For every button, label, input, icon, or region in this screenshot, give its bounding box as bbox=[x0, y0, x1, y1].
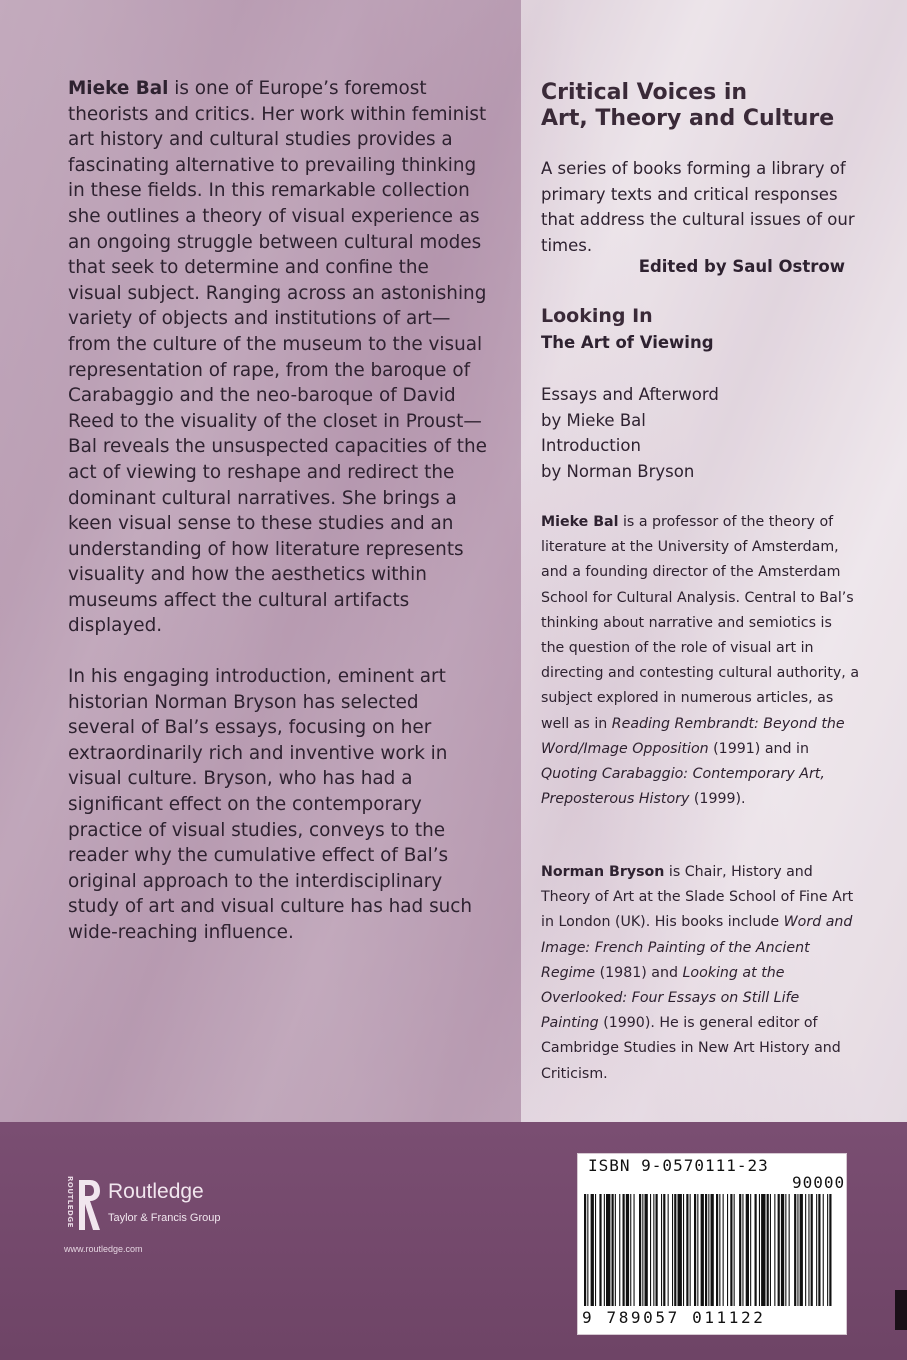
barcode-bar bbox=[823, 1194, 824, 1306]
barcode-bar bbox=[734, 1194, 735, 1306]
routledge-r-icon bbox=[76, 1176, 102, 1234]
blurb-paragraph-1 bbox=[68, 76, 488, 639]
barcode-bar bbox=[661, 1194, 662, 1306]
barcode-bar bbox=[686, 1194, 688, 1306]
barcode-bar bbox=[761, 1194, 765, 1306]
barcode-bar bbox=[785, 1194, 786, 1306]
barcode-bar bbox=[711, 1194, 714, 1306]
barcode-bar bbox=[716, 1194, 718, 1306]
credit-line: Essays and Afterword bbox=[541, 385, 719, 404]
credit-line: Introduction bbox=[541, 436, 641, 455]
barcode-bars-icon bbox=[584, 1194, 840, 1306]
book-title: Looking In bbox=[541, 305, 653, 327]
series-title-line-1: Critical Voices in bbox=[541, 80, 748, 105]
barcode-bar bbox=[653, 1194, 654, 1306]
barcode-bar bbox=[767, 1194, 769, 1306]
book-credits bbox=[541, 382, 719, 484]
barcode-bar bbox=[587, 1194, 588, 1306]
bio-book-title: Looking at the Overlooked: Four Essays on Still Life Painting bbox=[541, 964, 800, 1032]
blurb-text-1: is one of Europe’s foremost theorists and critics. Her work within feminist art history and cultural studies provides a fascinating alternative to prevailing thinking in these fields. In this remarkable collection she outlines a theory of visual experience as an ongoing struggle between cultural modes that seek to determine and confine the visual subject. Ranging across an astonishing variety of objects and institutions of art—from the culture of the museum to the visual representation of rape, from the baroque of Carabaggio and the neo-baroque of David Reed to the visuality of the closet in Proust—Bal reveals the unsuspected capacities of the act of viewing to reshape and redirect the dominant cultural narratives. She brings a keen visual sense to these studies and an understanding of how literature represents visuality and how the aesthetics within museums affect the cultural artifacts displayed. bbox=[68, 78, 487, 637]
barcode-bar bbox=[690, 1194, 691, 1306]
credit-line: by Mieke Bal bbox=[541, 410, 646, 430]
bio-name: Mieke Bal bbox=[541, 514, 619, 530]
barcode-bar bbox=[674, 1194, 676, 1306]
barcode-bar bbox=[811, 1194, 813, 1306]
bio-text: is Chair, History and Theory of Art at the Slade School of Fine Art in London (UK). His books include bbox=[541, 864, 854, 931]
barcode-bar bbox=[818, 1194, 820, 1306]
barcode-bar bbox=[672, 1194, 673, 1306]
barcode-bar bbox=[634, 1194, 635, 1306]
barcode-bar bbox=[759, 1194, 760, 1306]
barcode-bar bbox=[705, 1194, 707, 1306]
barcode-bar bbox=[816, 1194, 817, 1306]
author-bio-bal bbox=[541, 510, 859, 812]
barcode-bar bbox=[805, 1194, 806, 1306]
bio-text: (1991) and in bbox=[708, 740, 809, 757]
barcode-bar bbox=[623, 1194, 625, 1306]
barcode-bar bbox=[742, 1194, 743, 1306]
barcode-bar bbox=[642, 1194, 643, 1306]
barcode-bar bbox=[750, 1194, 751, 1306]
series-title-line-2: Art, Theory and Culture bbox=[541, 106, 835, 131]
barcode-bar bbox=[719, 1194, 720, 1306]
bio-book-title: Word and Image: French Painting of the Ancient Regime bbox=[541, 914, 853, 981]
barcode-digits: 9 789057 011122 bbox=[582, 1308, 766, 1327]
barcode-bar bbox=[694, 1194, 696, 1306]
author-bio-bryson bbox=[541, 860, 859, 1087]
barcode-bar bbox=[619, 1194, 620, 1306]
barcode-bar bbox=[663, 1194, 665, 1306]
barcode-bar bbox=[591, 1194, 594, 1306]
barcode bbox=[577, 1153, 847, 1335]
bio-text: is a professor of the theory of literature at the University of Amsterdam, and a founding director of the Amsterdam School for Cultural Analysis. Central to Bal’s thinking about narrative and semiotics is the question of the role of visual art in directing and contesting cultural authority, a subject explored in numerous articles, as well as in bbox=[541, 514, 860, 732]
bio-text: (1981) and bbox=[595, 964, 683, 981]
publisher-name: Routledge bbox=[108, 1180, 204, 1203]
book-subtitle: The Art of Viewing bbox=[541, 333, 714, 352]
barcode-bar bbox=[774, 1194, 775, 1306]
barcode-bar bbox=[599, 1194, 601, 1306]
barcode-bar bbox=[723, 1194, 724, 1306]
barcode-bar bbox=[630, 1194, 631, 1306]
barcode-bar bbox=[626, 1194, 629, 1306]
barcode-bar bbox=[781, 1194, 784, 1306]
credit-line: by Norman Bryson bbox=[541, 461, 695, 481]
isbn-number: ISBN 9-0570111-23 bbox=[588, 1156, 769, 1175]
bio-book-title: Reading Rembrandt: Beyond the Word/Image Opposition bbox=[541, 715, 845, 757]
barcode-bar bbox=[584, 1194, 586, 1306]
series-title bbox=[541, 80, 881, 132]
barcode-bar bbox=[829, 1194, 831, 1306]
barcode-bar bbox=[808, 1194, 809, 1306]
barcode-bar bbox=[794, 1194, 796, 1306]
barcode-bar bbox=[606, 1194, 610, 1306]
barcode-bar bbox=[701, 1194, 704, 1306]
barcode-bar bbox=[708, 1194, 709, 1306]
bio-text: (1990). He is general editor of Cambridge Studies in New Art History and Criticism. bbox=[541, 1015, 841, 1082]
barcode-bar bbox=[727, 1194, 728, 1306]
author-name: Mieke Bal bbox=[68, 78, 169, 99]
barcode-bar bbox=[595, 1194, 596, 1306]
barcode-bar bbox=[827, 1194, 828, 1306]
corner-mark bbox=[895, 1290, 907, 1330]
series-description: A series of books forming a library of primary texts and critical responses that address the cultural issues of our times. bbox=[541, 159, 855, 255]
bio-text: (1999). bbox=[689, 791, 746, 808]
bio-name: Norman Bryson bbox=[541, 864, 665, 880]
barcode-bar bbox=[612, 1194, 614, 1306]
barcode-bar bbox=[678, 1194, 682, 1306]
barcode-bar bbox=[739, 1194, 741, 1306]
bio-book-title: Quoting Carabaggio: Contemporary Art, Preposterous History bbox=[541, 766, 825, 808]
publisher-website: www.routledge.com bbox=[64, 1244, 143, 1254]
blurb-paragraph-2: In his engaging introduction, eminent art historian Norman Bryson has selected several of Bal’s essays, focusing on her extraordinarily rich and inventive work in visual culture. Bryson, who has had a significant effect on the contemporary practice of visual studies, conveys to the reader why the cumulative effect of Bal’s original approach to the interdisciplinary study of art and visual culture has had such wide-reaching influence. bbox=[68, 666, 473, 943]
barcode-bar bbox=[797, 1194, 798, 1306]
barcode-bar bbox=[683, 1194, 684, 1306]
barcode-bar bbox=[645, 1194, 648, 1306]
barcode-bar bbox=[697, 1194, 698, 1306]
price-addon-number: 90000 bbox=[792, 1173, 846, 1192]
publisher-group: Taylor & Francis Group bbox=[108, 1212, 221, 1224]
series-editor: Edited by Saul Ostrow bbox=[638, 257, 845, 276]
barcode-bar bbox=[668, 1194, 669, 1306]
barcode-bar bbox=[770, 1194, 771, 1306]
barcode-bar bbox=[800, 1194, 803, 1306]
barcode-bar bbox=[730, 1194, 732, 1306]
barcode-bar bbox=[639, 1194, 641, 1306]
barcode-bar bbox=[615, 1194, 616, 1306]
barcode-bar bbox=[778, 1194, 780, 1306]
barcode-bar bbox=[755, 1194, 757, 1306]
barcode-bar bbox=[656, 1194, 658, 1306]
blurb bbox=[68, 76, 488, 971]
barcode-bar bbox=[650, 1194, 651, 1306]
barcode-bar bbox=[789, 1194, 790, 1306]
barcode-bar bbox=[604, 1194, 605, 1306]
barcode-bar bbox=[746, 1194, 749, 1306]
publisher-vertical-label: ROUTLEDGE bbox=[66, 1176, 74, 1228]
